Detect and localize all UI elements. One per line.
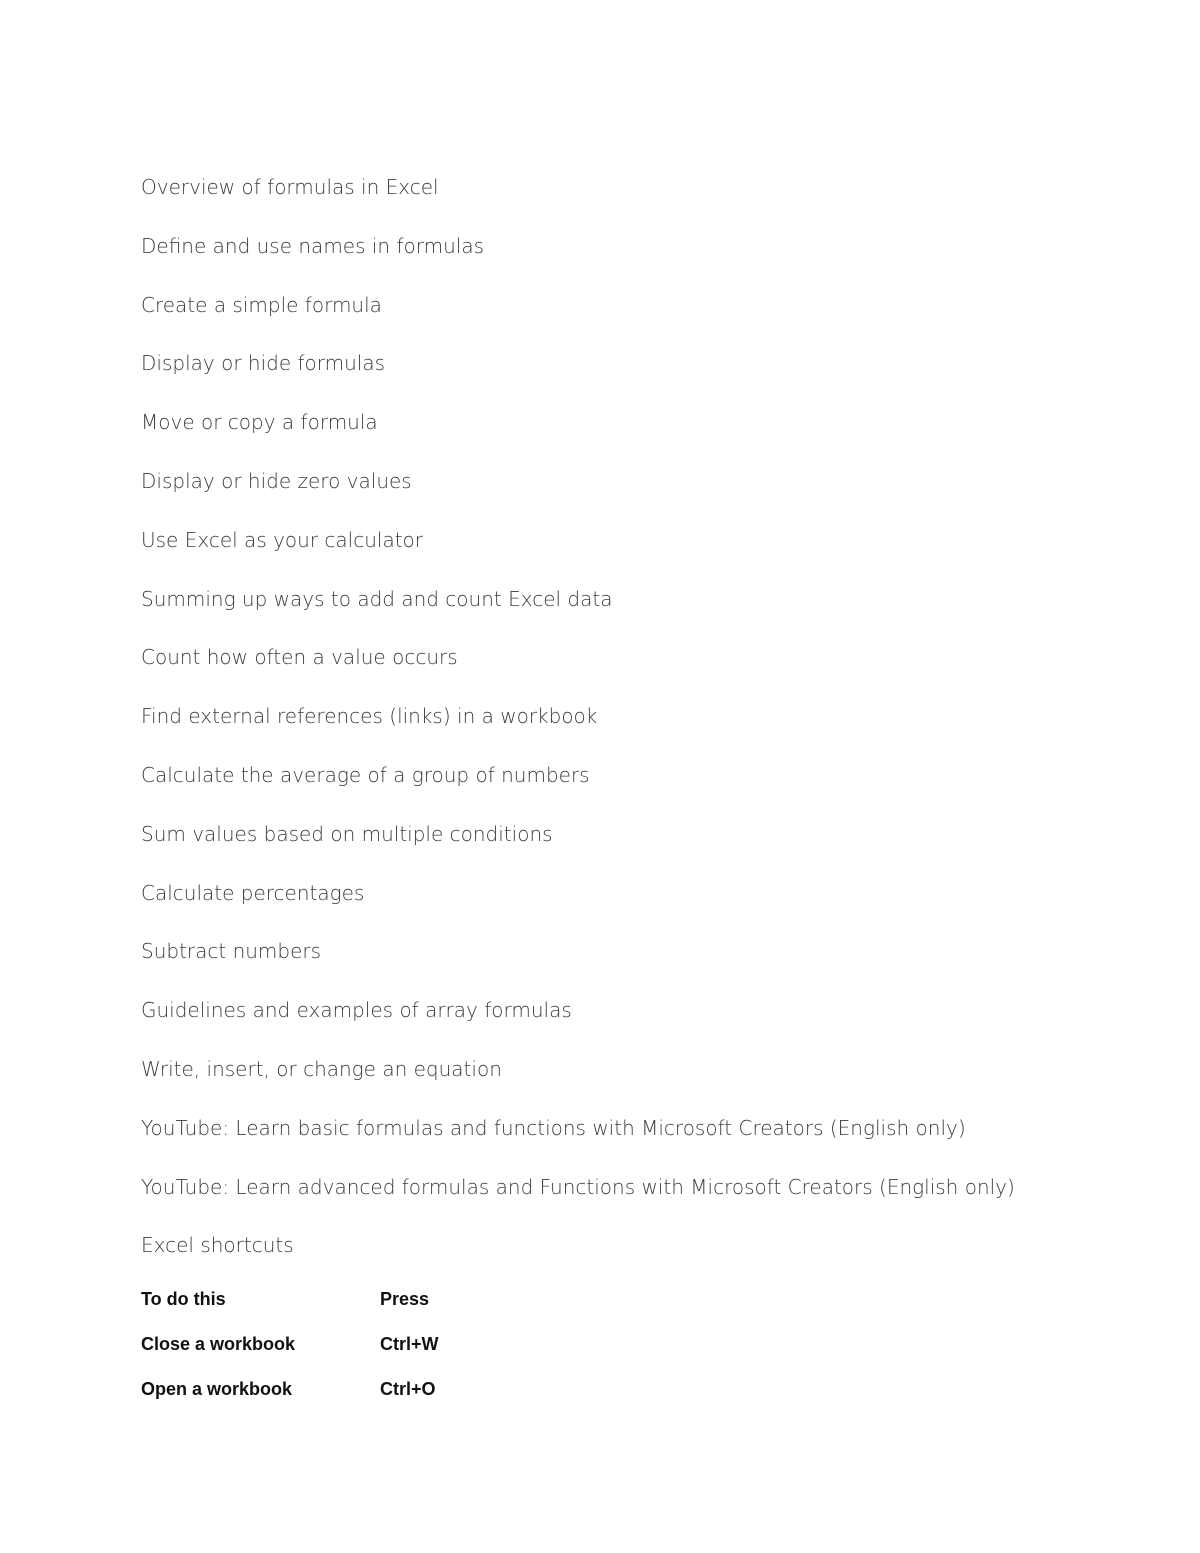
help-topic-link[interactable]: Calculate percentages xyxy=(141,880,365,905)
shortcut-key: Ctrl+O xyxy=(380,1379,436,1399)
help-topic-link[interactable]: Calculate the average of a group of numbers xyxy=(141,762,590,787)
youtube-basic-formulas-link[interactable]: YouTube: Learn basic formulas and functions with Microsoft Creators (English only) xyxy=(141,1115,966,1140)
help-topic-link[interactable]: Display or hide formulas xyxy=(141,351,386,376)
help-topic-list xyxy=(141,172,1015,1289)
help-topic-link[interactable]: Create a simple formula xyxy=(141,292,382,317)
table-row xyxy=(141,1379,439,1424)
help-topic-link[interactable]: Sum values based on multiple conditions xyxy=(141,821,553,846)
help-topic-link[interactable]: Subtract numbers xyxy=(141,939,322,964)
excel-shortcuts-link[interactable]: Excel shortcuts xyxy=(141,1233,294,1258)
table-row xyxy=(141,1334,439,1379)
shortcut-key: Ctrl+W xyxy=(380,1334,439,1354)
help-topic-link[interactable]: Summing up ways to add and count Excel data xyxy=(141,586,613,611)
help-topic-link[interactable]: Use Excel as your calculator xyxy=(141,527,424,552)
shortcut-action: Open a workbook xyxy=(141,1379,293,1399)
help-topic-link[interactable]: Move or copy a formula xyxy=(141,410,378,435)
help-topic-link[interactable]: Display or hide zero values xyxy=(141,468,412,493)
shortcuts-table xyxy=(141,1289,439,1424)
help-topic-link[interactable]: Guidelines and examples of array formulas xyxy=(141,998,572,1023)
youtube-advanced-formulas-link[interactable]: YouTube: Learn advanced formulas and Functions with Microsoft Creators (English only) xyxy=(141,1174,1015,1199)
column-header-key: Press xyxy=(380,1289,430,1309)
help-topic-link[interactable]: Overview of formulas in Excel xyxy=(141,175,439,199)
help-topic-link[interactable]: Write, insert, or change an equation xyxy=(141,1056,502,1081)
shortcuts-table-header-row xyxy=(141,1289,439,1334)
help-topic-link[interactable]: Find external references (links) in a workbook xyxy=(141,704,598,729)
shortcut-action: Close a workbook xyxy=(141,1334,296,1354)
help-topic-link[interactable]: Define and use names in formulas xyxy=(141,233,485,258)
column-header-action: To do this xyxy=(141,1289,226,1309)
help-topic-link[interactable]: Count how often a value occurs xyxy=(141,645,458,670)
